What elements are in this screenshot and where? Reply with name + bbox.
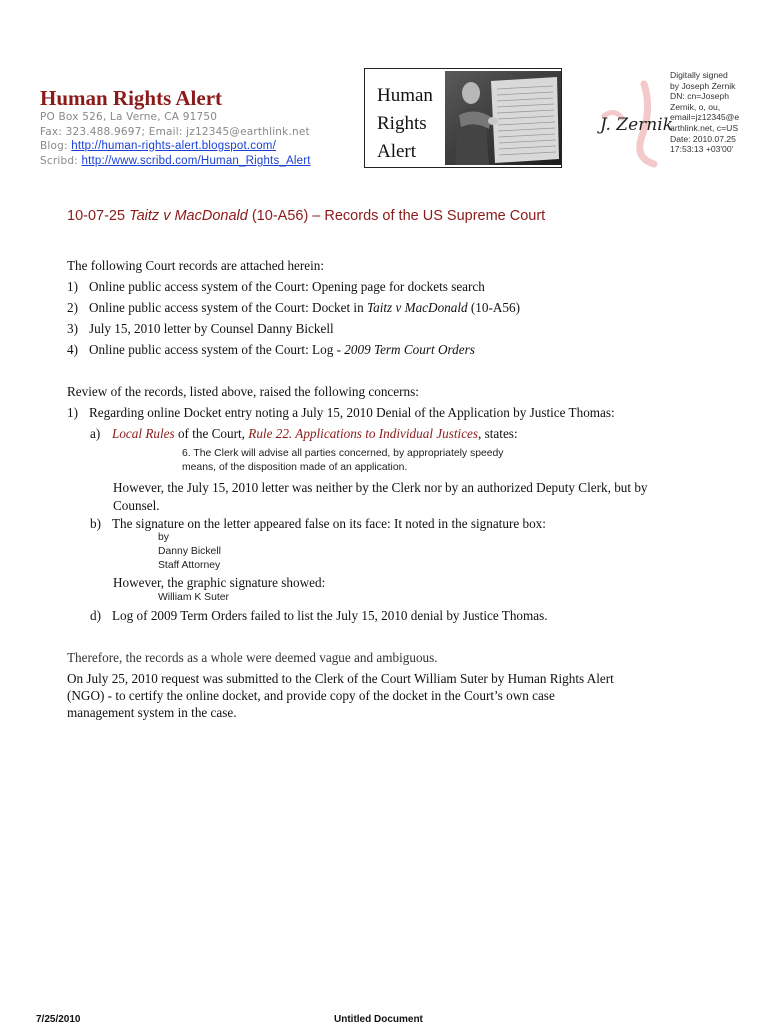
concern-sub-b: b) The signature on the letter appeared false on its face: It noted in the signature box:: [90, 516, 546, 531]
concern-item-1: 1) Regarding online Docket entry noting a July 15, 2010 Denial of the Application by Justice Thomas:: [67, 405, 615, 420]
conclusion-therefore: Therefore, the records as a whole were deemed vague and ambiguous.: [67, 650, 438, 665]
record-item: 4) Online public access system of the Court: Log - 2009 Term Court Orders: [67, 342, 475, 357]
record-item: 2) Online public access system of the Court: Docket in Taitz v MacDonald (10-A56): [67, 300, 520, 315]
digital-signature-info: [670, 70, 768, 155]
conclusion-line: (NGO) - to certify the online docket, and provide copy of the docket in the Court’s own case: [67, 688, 555, 703]
however-text: Counsel.: [113, 498, 160, 513]
logo-word-alert: Alert: [377, 141, 417, 162]
sig-line: Date: 2010.07.25: [670, 133, 736, 144]
blog-label: Blog:: [40, 140, 68, 152]
sig-line: Digitally signed: [670, 70, 728, 80]
conclusion-line: management system in the case.: [67, 705, 237, 720]
sig-line: 17:53:13 +03'00': [670, 144, 734, 155]
signature-box-title: Staff Attorney: [158, 560, 221, 571]
footer-date: 7/25/2010: [36, 1014, 81, 1025]
logo-word-human: Human: [377, 85, 433, 106]
sig-line: DN: cn=Joseph: [670, 91, 729, 102]
svg-text:J. Zernik: J. Zernik: [600, 115, 673, 135]
scribd-link[interactable]: http://www.scribd.com/Human_Rights_Alert: [81, 155, 311, 167]
rule-quote-line: 6. The Clerk will advise all parties concerned, by appropriately speedy: [182, 448, 504, 459]
blog-line: [40, 140, 276, 152]
graphic-signature-name: William K Suter: [158, 592, 230, 603]
rule-quote-line: means, of the disposition made of an application.: [182, 462, 408, 473]
records-intro: The following Court records are attached herein:: [67, 258, 325, 273]
signature-box-name: Danny Bickell: [158, 546, 221, 557]
record-item: 1) Online public access system of the Court: Opening page for dockets search: [67, 279, 485, 294]
scribd-line: [40, 155, 311, 167]
concern-sub-d: d) Log of 2009 Term Orders failed to list the July 15, 2010 denial by Justice Thomas.: [90, 608, 548, 623]
conclusion-line: On July 25, 2010 request was submitted to the Clerk of the Court William Suter by Human Rights Alert: [67, 671, 614, 686]
org-address: PO Box 526, La Verne, CA 91750: [40, 111, 218, 123]
handwritten-signature: [594, 78, 676, 168]
blog-link[interactable]: http://human-rights-alert.blogspot.com/: [71, 140, 276, 152]
logo-photo-image: [445, 71, 561, 165]
footer-doc-name: Untitled Document: [334, 1014, 423, 1025]
however-text: However, the July 15, 2010 letter was neither by the Clerk nor by an authorized Deputy Clerk, but by: [113, 480, 648, 495]
org-name: Human Rights Alert: [40, 86, 223, 110]
scribd-label: Scribd:: [40, 155, 78, 167]
title-case-name: Taitz v MacDonald: [129, 208, 248, 224]
org-fax-email: Fax: 323.488.9697; Email: jz12345@earthlink.net: [40, 126, 310, 138]
sig-line: by Joseph Zernik: [670, 80, 736, 91]
sig-line: arthlink.net, c=US: [670, 122, 739, 133]
record-item: 3) July 15, 2010 letter by Counsel Danny Bickell: [67, 321, 334, 336]
logo-box: [364, 68, 562, 168]
signature-box-by: by: [158, 532, 169, 543]
sig-line: email=jz12345@e: [670, 112, 740, 123]
logo-word-rights: Rights: [377, 113, 427, 134]
however-text: However, the graphic signature showed:: [113, 575, 326, 590]
concern-sub-a: a) Local Rules of the Court, Rule 22. Applications to Individual Justices, states:: [90, 426, 518, 441]
document-title: 10-07-25 Taitz v MacDonald (10-A56) – Records of the US Supreme Court: [67, 208, 546, 224]
sig-line: Zernik, o, ou,: [670, 101, 721, 112]
concerns-intro: Review of the records, listed above, raised the following concerns:: [67, 384, 419, 399]
